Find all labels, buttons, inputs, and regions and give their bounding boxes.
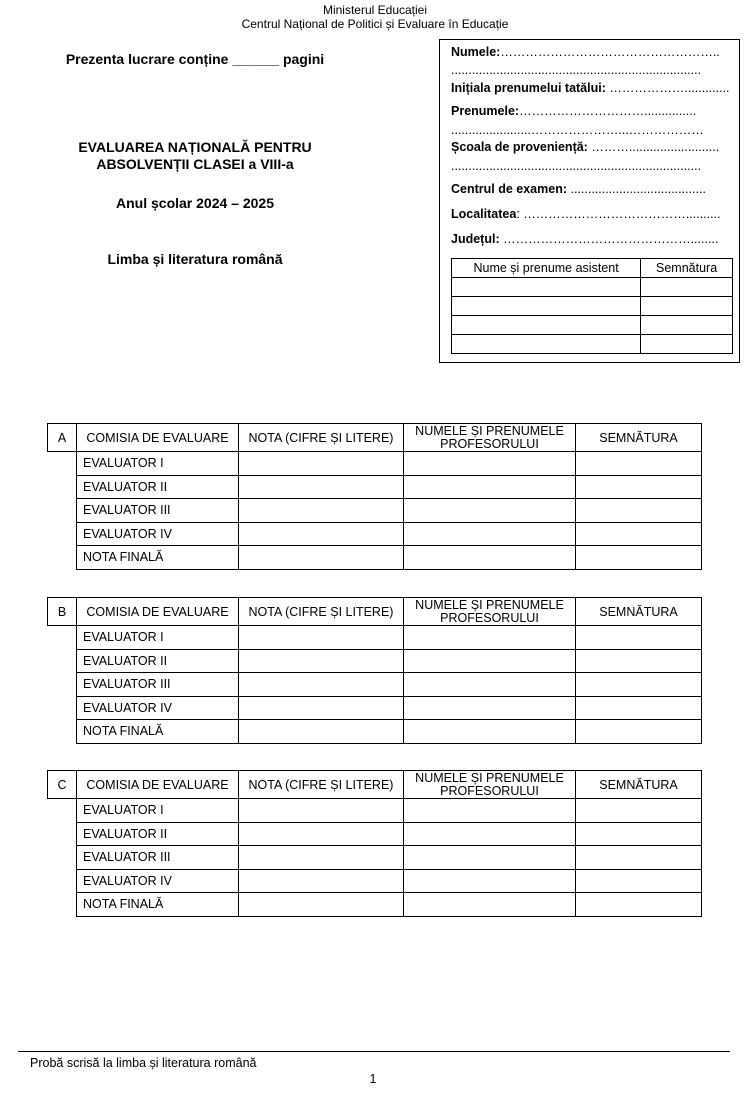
grade-cell[interactable] [239,475,404,499]
prenumele-label: Prenumele: [451,104,520,118]
teacher-cell[interactable] [404,649,576,673]
centrul-dots: ....................................... [567,182,706,196]
assistant-signature-cell[interactable] [641,316,733,335]
numele-field-line2[interactable] [451,63,733,78]
judetul-field[interactable] [451,232,733,247]
teacher-cell[interactable] [404,626,576,650]
table-row [48,649,702,673]
signature-header: SEMNĂTURA [576,424,702,452]
signature-cell[interactable] [576,822,702,846]
eval-table-letter: C [48,771,77,799]
signature-header: SEMNĂTURA [576,771,702,799]
table-row [48,499,702,523]
page-number: 1 [369,1072,377,1086]
grade-cell[interactable] [239,452,404,476]
assistant-signature-cell[interactable] [641,335,733,354]
table-row [48,846,702,870]
signature-cell[interactable] [576,893,702,917]
eval-table-letter: B [48,598,77,626]
initiala-label: Inițiala prenumelui tatălui: [451,81,606,95]
evaluator-label: EVALUATOR IV [77,869,239,893]
assistant-name-cell[interactable] [452,297,641,316]
final-grade-label: NOTA FINALĂ [77,546,239,570]
evaluator-label: EVALUATOR III [77,673,239,697]
signature-cell[interactable] [576,499,702,523]
table-row [48,475,702,499]
numele-field[interactable] [451,45,733,60]
commission-header: COMISIA DE EVALUARE [77,424,239,452]
numele-dots2: ........................................................................ [451,63,702,77]
centrul-field[interactable] [451,182,733,197]
signature-cell[interactable] [576,452,702,476]
eval-table-a [47,423,702,570]
scoala-field[interactable] [451,140,733,155]
evaluator-label: EVALUATOR I [77,799,239,823]
table-row [48,452,702,476]
table-row [48,522,702,546]
assistant-name-header: Nume și prenume asistent [452,259,641,278]
teacher-cell[interactable] [404,475,576,499]
scoala-dots2: ........................................................................ [451,159,702,173]
prenumele-dots2: .......................…………………...……………… [451,123,704,137]
assistant-name-cell[interactable] [452,278,641,297]
grade-cell[interactable] [239,499,404,523]
assistant-name-cell[interactable] [452,316,641,335]
numele-dots: …………………………………………….. [500,45,720,59]
final-grade-label: NOTA FINALĂ [77,720,239,744]
footer-divider [18,1051,730,1052]
candidate-id-box [439,39,740,363]
commission-header: COMISIA DE EVALUARE [77,771,239,799]
assistant-signature-cell[interactable] [641,278,733,297]
table-row [48,799,702,823]
evaluator-label: EVALUATOR III [77,846,239,870]
grade-cell[interactable] [239,846,404,870]
teacher-cell[interactable] [404,673,576,697]
signature-cell[interactable] [576,696,702,720]
scoala-label: Școala de proveniență: [451,140,588,154]
grade-cell[interactable] [239,696,404,720]
teacher-cell[interactable] [404,720,576,744]
signature-cell[interactable] [576,475,702,499]
evaluator-label: EVALUATOR III [77,499,239,523]
grade-cell[interactable] [239,869,404,893]
teacher-cell[interactable] [404,846,576,870]
exam-title-line2: ABSOLVENȚII CLASEI a VIII-a [96,156,294,172]
grade-header: NOTA (CIFRE ȘI LITERE) [239,771,404,799]
eval-table-c [47,770,702,917]
signature-cell[interactable] [576,522,702,546]
signature-cell[interactable] [576,673,702,697]
final-grade-label: NOTA FINALĂ [77,893,239,917]
evaluator-label: EVALUATOR II [77,475,239,499]
table-row [48,626,702,650]
eval-table-letter: A [48,424,77,452]
prenumele-dots: …………………………............... [519,104,697,118]
assistant-row [452,316,733,335]
signature-cell[interactable] [576,626,702,650]
teacher-cell[interactable] [404,696,576,720]
table-row [48,869,702,893]
grade-cell[interactable] [239,522,404,546]
assistant-row [452,297,733,316]
teacher-name-header: NUMELE ȘI PRENUMELE PROFESORULUI [404,771,576,799]
grade-cell[interactable] [239,799,404,823]
signature-cell[interactable] [576,546,702,570]
prenumele-field-line2[interactable] [451,123,733,138]
eval-table-b [47,597,702,744]
assistant-row [452,278,733,297]
teacher-cell[interactable] [404,452,576,476]
assistant-row [452,335,733,354]
table-row [48,673,702,697]
grade-cell[interactable] [239,720,404,744]
ministry-header: Ministerul Educației [322,3,428,17]
localitatea-label: Localitatea [451,207,517,221]
teacher-cell[interactable] [404,869,576,893]
evaluator-label: EVALUATOR II [77,649,239,673]
grade-header: NOTA (CIFRE ȘI LITERE) [239,424,404,452]
signature-cell[interactable] [576,846,702,870]
table-row [48,696,702,720]
initiala-dots: ………………............. [605,81,730,95]
table-row [48,546,702,570]
initiala-field[interactable] [451,81,733,96]
signature-cell[interactable] [576,720,702,744]
judetul-dots: ………………………………………........ [499,232,719,246]
table-row [48,822,702,846]
centrul-label: Centrul de examen: [451,182,568,196]
scoala-field-line2[interactable] [451,159,733,174]
grade-cell[interactable] [239,626,404,650]
footer-text: Probă scrisă la limba și literatura română [30,1056,257,1070]
grade-cell[interactable] [239,546,404,570]
judetul-label: Județul: [451,232,500,246]
localitatea-dots: : ………………………………….......... [516,207,721,221]
signature-cell[interactable] [576,869,702,893]
assistant-signature-cell[interactable] [641,297,733,316]
assistant-table [451,258,733,354]
evaluator-label: EVALUATOR IV [77,696,239,720]
exam-title-line1: EVALUAREA NAȚIONALĂ PENTRU [78,139,312,155]
teacher-cell[interactable] [404,799,576,823]
signature-cell[interactable] [576,649,702,673]
teacher-name-header: NUMELE ȘI PRENUMELE PROFESORULUI [404,598,576,626]
signature-cell[interactable] [576,799,702,823]
subject-title: Limba și literatura română [107,251,283,267]
center-header: Centrul Național de Politici și Evaluare în Educație [241,17,509,31]
teacher-cell[interactable] [404,822,576,846]
teacher-cell[interactable] [404,546,576,570]
signature-header: SEMNĂTURA [576,598,702,626]
table-row [48,720,702,744]
school-year: Anul școlar 2024 – 2025 [116,195,274,211]
table-row [48,893,702,917]
grade-cell[interactable] [239,673,404,697]
numele-label: Numele: [451,45,501,59]
grade-cell[interactable] [239,822,404,846]
commission-header: COMISIA DE EVALUARE [77,598,239,626]
grade-cell[interactable] [239,893,404,917]
pages-note: Prezenta lucrare conține ______ pagini [65,51,325,67]
evaluator-label: EVALUATOR II [77,822,239,846]
teacher-cell[interactable] [404,499,576,523]
assistant-name-cell[interactable] [452,335,641,354]
grade-cell[interactable] [239,649,404,673]
teacher-cell[interactable] [404,522,576,546]
evaluator-label: EVALUATOR I [77,626,239,650]
prenumele-field[interactable] [451,104,733,119]
grade-header: NOTA (CIFRE ȘI LITERE) [239,598,404,626]
localitatea-field[interactable] [451,207,733,222]
teacher-cell[interactable] [404,893,576,917]
scoala-dots: ……….......................... [587,140,720,154]
evaluator-label: EVALUATOR IV [77,522,239,546]
assistant-signature-header: Semnătura [641,259,733,278]
evaluator-label: EVALUATOR I [77,452,239,476]
teacher-name-header: NUMELE ȘI PRENUMELE PROFESORULUI [404,424,576,452]
